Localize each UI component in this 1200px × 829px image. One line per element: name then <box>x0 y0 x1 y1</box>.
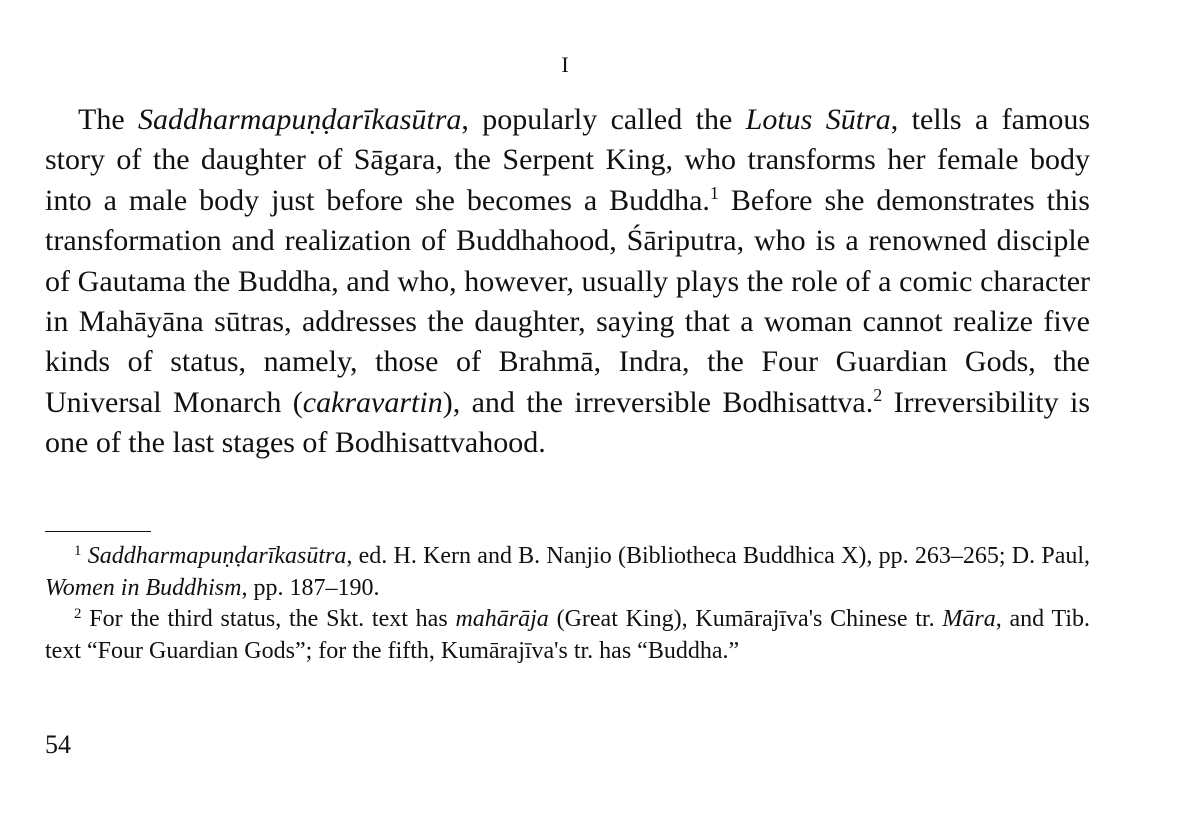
footnote-term: mahārāja <box>455 606 549 632</box>
footnote-2 <box>45 604 1090 667</box>
footnote-rule <box>45 531 151 532</box>
body-segment: ), and the irreversible Bodhisattva. <box>442 385 874 419</box>
section-number: I <box>561 52 569 77</box>
footnote-ref-2: 2 <box>873 385 883 406</box>
body-paragraph <box>45 100 1090 464</box>
body-text <box>45 100 1090 464</box>
footnote-term: Māra <box>942 606 996 632</box>
footnote-1 <box>45 541 1090 604</box>
footnote-title: Saddharmapuṇḍarīkasūtra <box>87 543 347 569</box>
body-segment: , tells a famous story of the daughter of Sāgara, the Serpent King, who transforms her female body into a male body just before she becomes a Buddha. <box>45 103 1090 217</box>
footnote-ref-1: 1 <box>709 183 719 204</box>
footnotes <box>45 541 1090 667</box>
footnote-mark: 2 <box>74 605 82 622</box>
body-segment: Irreversibility is one of the last stages of Bodhisattvahood. <box>45 385 1091 460</box>
body-segment: Before she demonstrates this transformation and realization of Buddhahood, Śāriputra, who is a renowned disciple of Gautama the Buddha, and who, however, usually plays the role of a comic character in Mahāyāna sūtras, addresses the daughter, saying that a woman cannot realize five kinds of status, namely, those of Brahmā, Indra, the Four Guardian Gods, the Universal Monarch ( <box>45 183 1090 419</box>
footnote-title: Women in Buddhism <box>45 574 242 601</box>
footnote-mark: 1 <box>74 542 82 559</box>
footnote-text: For the third status, the Skt. text has <box>81 606 456 632</box>
english-title: Lotus Sūtra <box>745 103 891 136</box>
footnote-text: , and Tib. text “Four Guardian Gods”; for the fifth, Kumārajīva's tr. has “Buddha.” <box>45 606 1091 664</box>
footnote-text: (Great King), Kumārajīva's Chinese tr. <box>548 606 943 632</box>
body-segment: The <box>78 103 139 136</box>
body-segment: , popularly called the <box>461 103 746 136</box>
term-cakravartin: cakravartin <box>302 385 443 419</box>
footnote-text: , ed. H. Kern and B. Nanjio (Bibliotheca Buddhica X), pp. 263–265; D. Paul, <box>346 543 1091 569</box>
page-number: 54 <box>45 730 71 759</box>
sanskrit-title: Saddharmapuṇḍarīkasūtra <box>138 103 462 136</box>
footnote-text: , pp. 187–190. <box>241 574 380 601</box>
